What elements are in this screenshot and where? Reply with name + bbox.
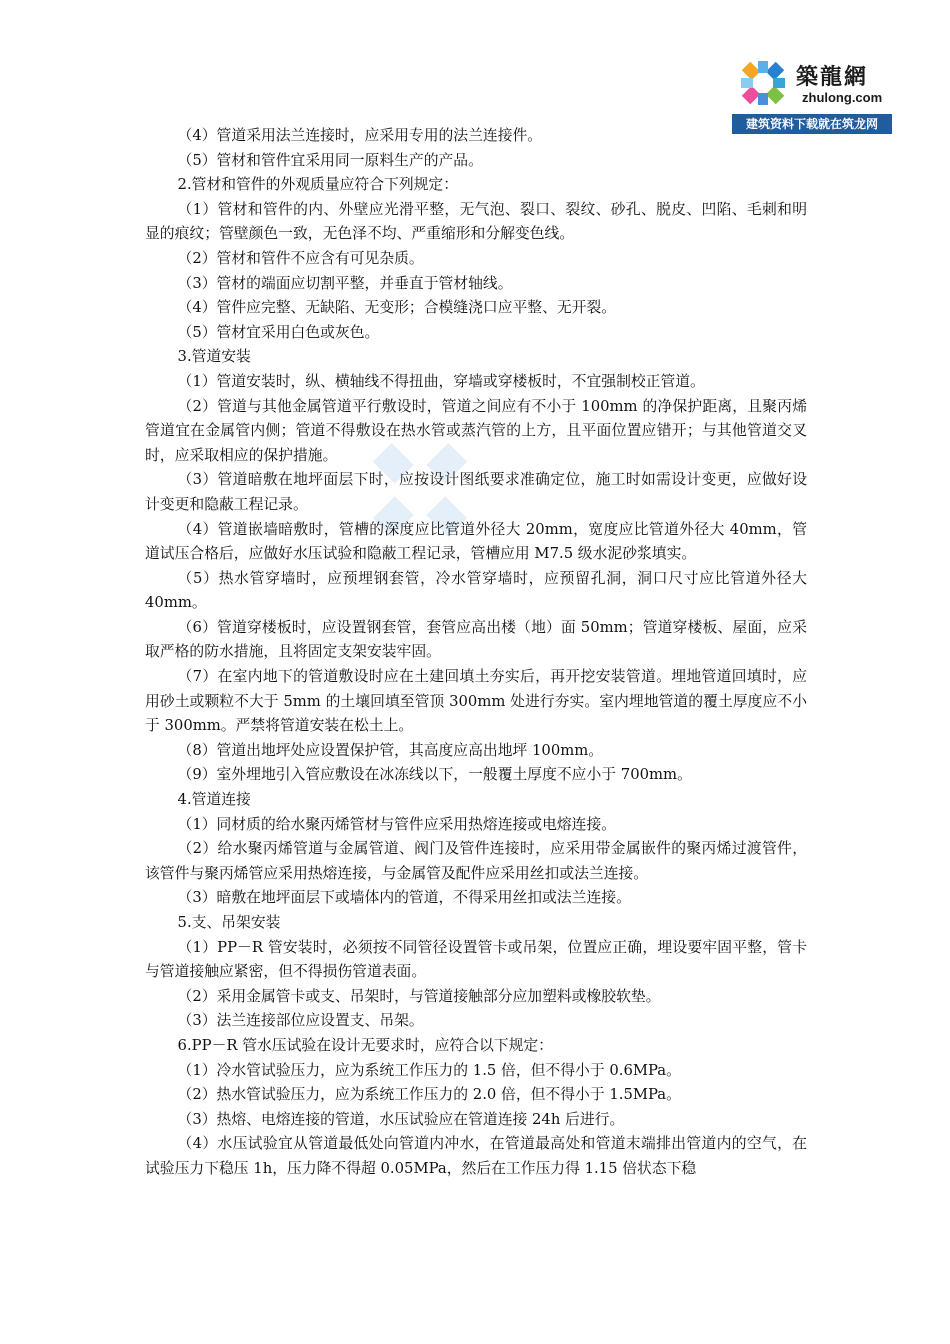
paragraph: （1）管材和管件的内、外壁应光滑平整，无气泡、裂口、裂纹、砂孔、脱皮、凹陷、毛刺和明显的痕纹；管壁颜色一致，无色泽不均、严重缩形和分解变色线。 [145,200,807,243]
logo-tagline: 建筑资料下载就在筑龙网 [732,114,892,134]
paragraph: （5）管材宜采用白色或灰色。 [177,323,380,341]
paragraph: （4）管件应完整、无缺陷、无变形；合模缝浇口应平整、无开裂。 [177,299,617,317]
paragraph: （1）同材质的给水聚丙烯管材与管件应采用热熔连接或电熔连接。 [177,815,617,833]
document-body [145,124,807,1182]
paragraph: （6）管道穿楼板时，应设置钢套管，套管应高出楼（地）面 50mm；管道穿楼板、屋面，应采取严格的防水措施，且将固定支架安装牢固。 [145,618,807,661]
paragraph: （4）管道采用法兰连接时，应采用专用的法兰连接件。 [177,127,543,144]
paragraph: （4）管道嵌墙暗敷时，管槽的深度应比管道外径大 20mm，宽度应比管道外径大 40mm，管道试压合格后，应做好水压试验和隐蔽工程记录，管槽应用 M7.5 级水泥砂浆填实。 [145,520,807,563]
paragraph: 2.管材和管件的外观质量应符合下列规定： [177,176,459,194]
paragraph: （3）暗敷在地坪面层下或墙体内的管道，不得采用丝扣或法兰连接。 [177,889,631,907]
paragraph: （1）冷水管试验压力，应为系统工作压力的 1.5 倍，但不得小于 0.6MPa。 [177,1061,681,1079]
paragraph: 4.管道连接 [177,791,251,809]
paragraph: （3）管材的端面应切割平整，并垂直于管材轴线。 [177,274,513,292]
paragraph: （5）热水管穿墙时，应预埋钢套管，冷水管穿墙时，应预留孔洞，洞口尺寸应比管道外径大 40mm。 [145,569,807,612]
zhulong-logo [732,52,892,134]
paragraph: 5.支、吊架安装 [177,914,281,931]
snowflake-logo-icon [736,56,790,110]
paragraph: （2）给水聚丙烯管道与金属管道、阀门及管件连接时，应采用带金属嵌件的聚丙烯过渡管件，该管件与聚丙烯管应采用热熔连接，与金属管及配件应采用丝扣或法兰连接。 [145,840,807,882]
paragraph: （7）在室内地下的管道敷设时应在土建回填土夯实后，再开挖安装管道。埋地管道回填时，应用砂土或颗粒不大于 5mm 的土壤回填至管顶 300mm 处进行夯实。室内埋地管道的覆土厚度应不小于 300mm。严禁将管道安装在松土上。 [145,668,807,735]
paragraph: （1）PP－R 管安装时，必须按不同管径设置管卡或吊架，位置应正确，埋设要牢固平整，管卡与管道接触应紧密，但不得损伤管道表面。 [145,938,807,981]
paragraph: （5）管材和管件宜采用同一原料生产的产品。 [177,151,483,169]
paragraph: （2）管道与其他金属管道平行敷设时，管道之间应有不小于 100mm 的净保护距离，且聚丙烯管道宜在金属管内侧；管道不得敷设在热水管或蒸汽管的上方，且平面位置应错开；与其他管道交叉时，应采取相应的保护措施。 [145,397,807,464]
paragraph: （1）管道安装时，纵、横轴线不得扭曲，穿墙或穿楼板时，不宜强制校正管道。 [177,372,705,390]
paragraph: 6.PP－R 管水压试验在设计无要求时，应符合以下规定： [177,1036,553,1054]
paragraph: （3）热熔、电熔连接的管道，水压试验应在管道连接 24h 后进行。 [177,1110,625,1128]
paragraph: （3）管道暗敷在地坪面层下时，应按设计图纸要求准确定位，施工时如需设计变更，应做好设计变更和隐蔽工程记录。 [145,471,807,513]
paragraph: （2）采用金属管卡或支、吊架时，与管道接触部分应加塑料或橡胶软垫。 [177,987,661,1005]
paragraph: （8）管道出地坪处应设置保护管，其高度应高出地坪 100mm。 [177,741,604,759]
paragraph: （3）法兰连接部位应设置支、吊架。 [177,1012,424,1030]
paragraph: 3.管道安装 [177,348,251,366]
logo-name-en: zhulong.com [802,90,883,105]
paragraph: （2）管材和管件不应含有可见杂质。 [177,249,424,267]
logo-name-cn: 築龍網 [796,64,869,90]
paragraph: （9）室外埋地引入管应敷设在冰冻线以下，一般覆土厚度不应小于 700mm。 [177,766,692,784]
paragraph: （4）水压试验宜从管道最低处向管道内冲水，在管道最高处和管道末端排出管道内的空气，在试验压力下稳压 1h，压力降不得超 0.05MPa，然后在工作压力得 1.15 倍状态下稳 [145,1135,807,1177]
paragraph: （2）热水管试验压力，应为系统工作压力的 2.0 倍，但不得小于 1.5MPa。 [177,1086,681,1104]
